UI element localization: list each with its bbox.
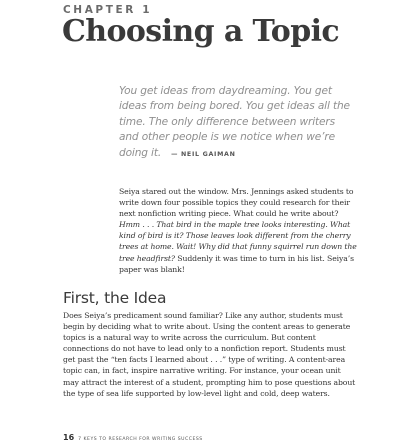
intro-text-end: Suddenly it was time to turn in his list. Seiya’s paper was blank! [119, 253, 354, 274]
intro-italic-thoughts: Hmm . . . That bird in the maple tree looks interesting. What kind of bird is it? Those leaves look different from the cherry trees at home. Wait! Why did that funny squirrel run down the tree headfirst? [119, 220, 357, 263]
chapter-label: CHAPTER 1 [63, 4, 153, 16]
intro-text-start: Seiya stared out the window. Mrs. Jennings asked students to write down four possible topics they could research for their next nonfiction writing piece. What could he write about? [119, 187, 354, 219]
epigraph-quote: You get ideas from daydreaming. You get ideas from being bored. You get ideas all the time. The only difference between writers and other people is we notice when we’re doing it. [119, 85, 350, 159]
intro-paragraph [119, 186, 357, 275]
section-heading: First, the Idea [63, 289, 167, 307]
running-title: 7 KEYS TO RESEARCH FOR WRITING SUCCESS [78, 437, 203, 442]
epigraph-author: — NEIL GAIMAN [171, 150, 236, 158]
epigraph-text [119, 84, 351, 162]
page-footer [63, 433, 203, 442]
page-number: 16 [63, 433, 75, 442]
chapter-title: Choosing a Topic [62, 14, 340, 49]
section-paragraph: Does Seiya’s predicament sound familiar? Like any author, students must begin by deciding what to write about. Using the content areas to generate topics is a natural way to write across the curriculum. But content connections do not have to lead only to a nonfiction report. Students must get past the “ten facts I learned about . . .” type of writing. A content-area topic can, in fact, inspire narrative writing. For instance, your ocean unit may attract the interest of a student, prompting him to pose questions about the type of sea life supported by low-level light and cold, deep waters. [63, 311, 356, 398]
epigraph [119, 84, 351, 162]
